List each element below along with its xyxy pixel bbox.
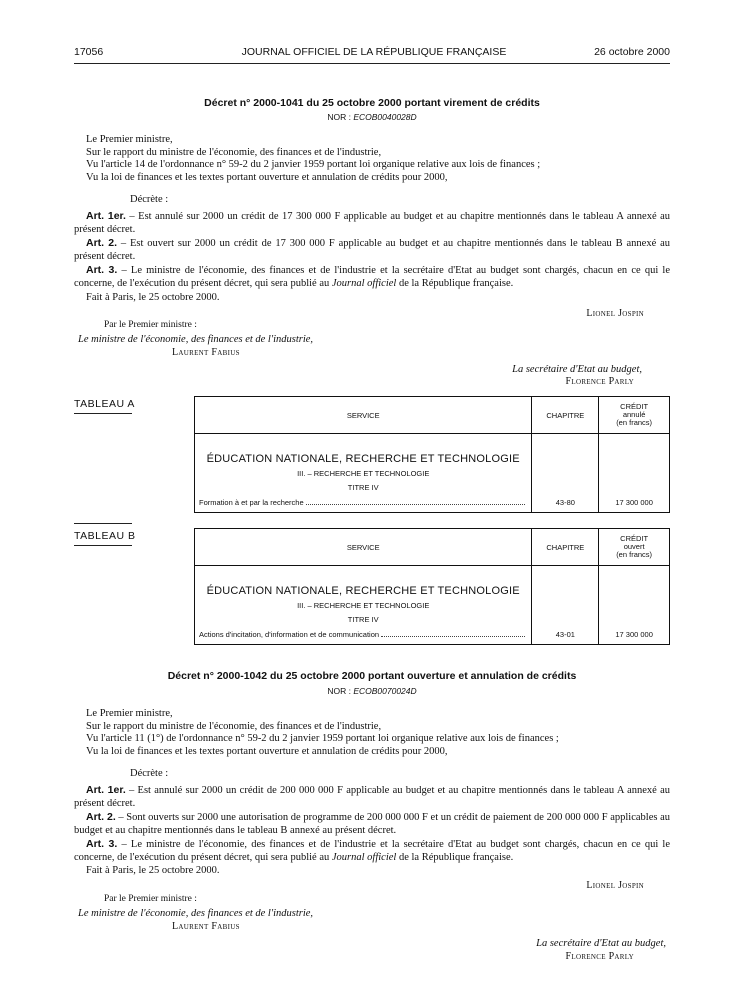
decree1-secretary-title: La secrétaire d'Etat au budget, (512, 364, 642, 375)
table-header-row (195, 397, 670, 434)
article-label: Art. 3. (86, 264, 118, 276)
decree1-minister-name: Laurent Fabius (172, 347, 240, 358)
decree2-preamble (86, 708, 670, 758)
issue-date: 26 octobre 2000 (594, 46, 670, 58)
tableau-b-rule (74, 545, 132, 546)
col-service-header: SERVICE (195, 529, 532, 566)
decree2-decrete: Décrète : (130, 768, 169, 779)
preamble-line: Sur le rapport du ministre de l'économie, des finances et de l'industrie, (86, 146, 382, 158)
preamble-line: Vu la loi de finances et les textes portant ouverture et annulation de crédits pour 2000, (86, 171, 448, 183)
department-name: ÉDUCATION NATIONALE, RECHERCHE ET TECHNOLOGIE (206, 585, 520, 597)
preamble-line: Le Premier ministre, (86, 134, 173, 145)
article-label: Art. 2. (86, 237, 117, 249)
decree1-title: Décret n° 2000-1041 du 25 octobre 2000 portant virement de crédits (204, 97, 540, 109)
decree1-done-at: Fait à Paris, le 25 octobre 2000. (86, 292, 220, 303)
tableau-a-table (194, 396, 670, 513)
col-chapitre-header: CHAPITRE (532, 397, 599, 434)
article-label: Art. 2. (86, 811, 116, 823)
decree2-secretary-title: La secrétaire d'Etat au budget, (536, 938, 666, 949)
decree2-article-2: Art. 2. – Sont ouverts sur 2000 une autorisation de programme de 200 000 000 F et un crédit de paiement de 200 000 000 F applicables au budget et au chapitre mentionnés dans le tableau B annexé au présent décret. (74, 811, 670, 836)
section-name: III. – RECHERCHE ET TECHNOLOGIE (297, 469, 430, 478)
decree2-minister-title: Le ministre de l'économie, des finances et de l'industrie, (78, 908, 314, 919)
titre-name: TITRE IV (347, 483, 379, 492)
decree2-minister-name: Laurent Fabius (172, 921, 240, 932)
amount-cell: 17 300 000 (599, 566, 670, 645)
tableau-a-label: TABLEAU A (74, 398, 135, 410)
decree1-article-2: Art. 2. – Est ouvert sur 2000 un crédit de 17 300 000 F applicable au budget et au chapitre mentionnés dans le tableau B annexé au présent décret. (74, 237, 670, 262)
section-name: III. – RECHERCHE ET TECHNOLOGIE (297, 601, 430, 610)
col-service-header: SERVICE (195, 397, 532, 434)
decree2-secretary-name: Florence Parly (565, 951, 634, 962)
department-name: ÉDUCATION NATIONALE, RECHERCHE ET TECHNOLOGIE (206, 453, 520, 465)
table-header-row (195, 529, 670, 566)
titre-name: TITRE IV (347, 615, 379, 624)
table-row (195, 566, 670, 645)
decree1-preamble (86, 134, 670, 184)
decree1-secretary-name: Florence Parly (565, 376, 634, 387)
decree1-decrete: Décrète : (130, 194, 169, 205)
chapitre-cell: 43-01 (532, 566, 599, 645)
service-cell (195, 434, 532, 513)
decree2-nor: NOR : ECOB0070024D (327, 686, 417, 696)
tableau-b-top-rule (74, 523, 132, 524)
col-credit-header: CRÉDIT ouvert (en francs) (599, 529, 670, 566)
amount-cell: 17 300 000 (599, 434, 670, 513)
decree1-article-3: Art. 3. – Le ministre de l'économie, des finances et de l'industrie et la secrétaire d'Etat au budget sont chargés, chacun en ce qui le concerne, de l'exécution du présent décret, qui sera publié au Journal officiel de la République française. (74, 264, 670, 289)
line-item: Actions d'incitation, d'information et de communication (195, 630, 531, 639)
decree2-by-pm: Par le Premier ministre : (104, 894, 197, 904)
article-label: Art. 3. (86, 838, 118, 850)
col-chapitre-header: CHAPITRE (532, 529, 599, 566)
preamble-line: Sur le rapport du ministre de l'économie, des finances et de l'industrie, (86, 720, 382, 732)
line-item: Formation à et par la recherche (195, 498, 531, 507)
decree2-done-at: Fait à Paris, le 25 octobre 2000. (86, 865, 220, 876)
col-credit-header: CRÉDIT annulé (en francs) (599, 397, 670, 434)
tableau-a-rule (74, 413, 132, 414)
service-cell (195, 566, 532, 645)
table-row (195, 434, 670, 513)
header-rule (74, 63, 670, 64)
decree2-article-1: Art. 1er. – Est annulé sur 2000 un crédit de 200 000 000 F applicable au budget et au chapitre mentionnés dans le tableau A annexé au présent décret. (74, 784, 671, 809)
article-label: Art. 1er. (86, 210, 126, 222)
decree1-nor: NOR : ECOB0040028D (327, 112, 417, 122)
journal-title: JOURNAL OFFICIEL DE LA RÉPUBLIQUE FRANÇAISE (241, 46, 507, 58)
page-number: 17056 (74, 46, 104, 58)
tableau-b-label: TABLEAU B (74, 530, 136, 542)
decree2-title: Décret n° 2000-1042 du 25 octobre 2000 portant ouverture et annulation de crédits (167, 670, 577, 682)
preamble-line: Vu l'article 14 de l'ordonnance n° 59-2 du 2 janvier 1959 portant loi organique relative aux lois de finances ; (86, 159, 541, 170)
decree2-article-3: Art. 3. – Le ministre de l'économie, des finances et de l'industrie et la secrétaire d'Etat au budget sont chargés, chacun en ce qui le concerne, de l'exécution du présent décret, qui sera publié au Journal officiel de la République française. (74, 838, 670, 863)
decree1-signatory: Lionel Jospin (586, 308, 644, 319)
preamble-line: Le Premier ministre, (86, 708, 173, 719)
decree1-minister-title: Le ministre de l'économie, des finances et de l'industrie, (78, 334, 314, 345)
preamble-line: Vu la loi de finances et les textes portant ouverture et annulation de crédits pour 2000, (86, 745, 448, 757)
tableau-b-table (194, 528, 670, 645)
decree1-by-pm: Par le Premier ministre : (104, 320, 197, 330)
article-label: Art. 1er. (86, 784, 126, 796)
decree1-article-1: Art. 1er. – Est annulé sur 2000 un crédit de 17 300 000 F applicable au budget et au chapitre mentionnés dans le tableau A annexé au présent décret. (74, 210, 670, 235)
preamble-line: Vu l'article 11 (1°) de l'ordonnance n° 59-2 du 2 janvier 1959 portant loi organique relative aux lois de finances ; (86, 733, 559, 744)
chapitre-cell: 43-80 (532, 434, 599, 513)
decree2-signatory: Lionel Jospin (586, 880, 644, 891)
